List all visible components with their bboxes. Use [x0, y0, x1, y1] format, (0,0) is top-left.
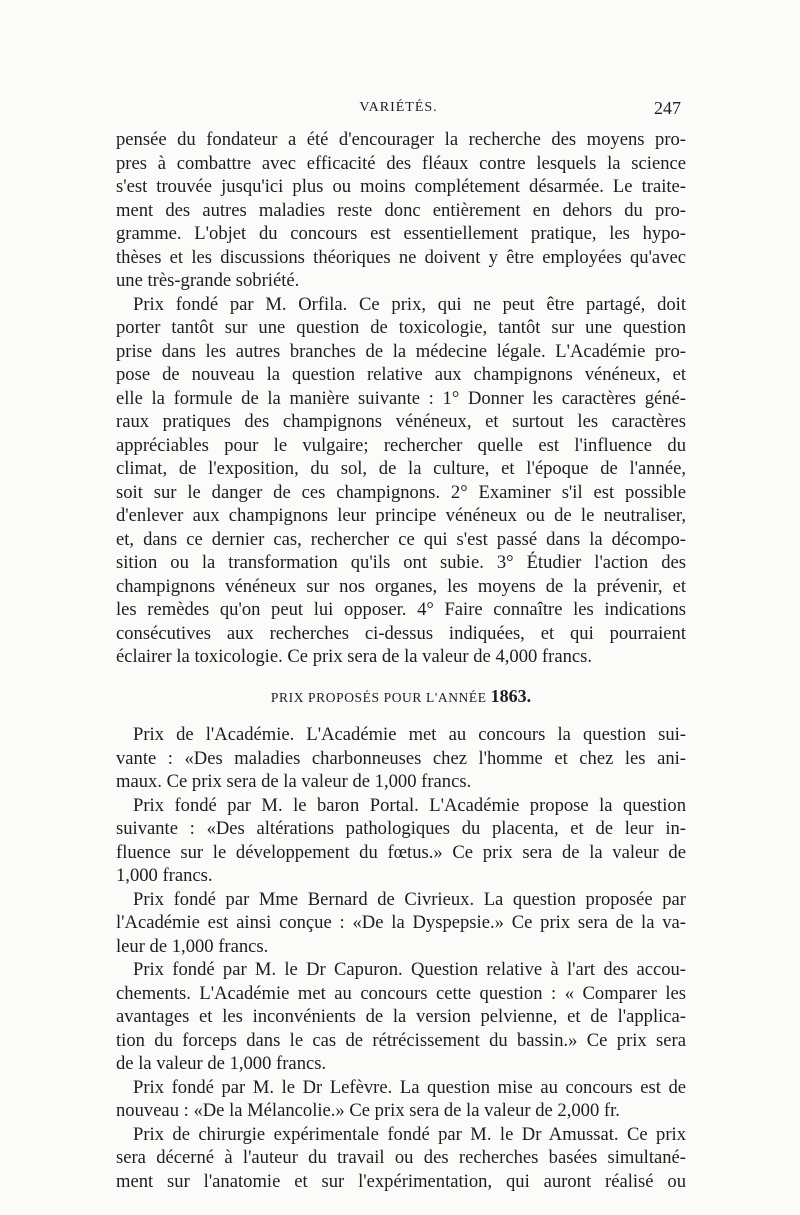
text-line: sition ou la transformation qu'ils ont subie. 3° Étudier l'action des: [116, 552, 686, 573]
text-line: Prix fondé par M. le Dr Capuron. Question relative à l'art des accou-: [133, 959, 686, 980]
text-line: pensée du fondateur a été d'encourager la recherche des moyens pro-: [116, 129, 686, 150]
text-line: maux. Ce prix sera de la valeur de 1,000 francs.: [116, 771, 472, 792]
text-line: d'enlever aux champignons leur principe vénéneux ou de le neutraliser,: [116, 505, 686, 526]
section-heading-prefix: PRIX PROPOSÉS POUR L'ANNÉE: [270, 689, 487, 705]
text-line: leur de 1,000 francs.: [116, 935, 269, 957]
text-line: porter tantôt sur une question de toxicologie, tantôt sur une question: [116, 317, 686, 338]
text-line: Prix fondé par M. le Dr Lefèvre. La question mise au concours est de: [133, 1076, 686, 1098]
text-line: tion du forceps dans le cas de rétrécissement du bassin.» Ce prix sera: [116, 1029, 686, 1051]
text-line: s'est trouvée jusqu'ici plus ou moins complétement désarmée. Le traite-: [116, 176, 686, 197]
text-line: consécutives aux recherches ci-dessus indiquées, et qui pourraient: [116, 622, 686, 644]
body-text: [116, 128, 686, 1193]
section-heading: [116, 685, 686, 710]
page-number: 247: [654, 98, 681, 118]
text-line: et, dans ce dernier cas, rechercher ce qui s'est passé dans la décompo-: [116, 528, 686, 550]
text-line: les remèdes qu'on peut lui opposer. 4° Faire connaître les indications: [116, 599, 686, 620]
text-line: suivante : «Des altérations pathologiques du placenta, et de leur in-: [116, 818, 686, 839]
text-line: éclairer la toxicologie. Ce prix sera de la valeur de 4,000 francs.: [116, 646, 593, 667]
text-line: pres à combattre avec efficacité des fléaux contre lesquels la science: [116, 152, 686, 174]
text-line: thèses et les discussions théoriques ne doivent y être employées qu'avec: [116, 246, 686, 268]
text-line: raux pratiques des champignons vénéneux, et surtout les caractères: [116, 411, 686, 432]
section-heading-year: 1863.: [490, 685, 532, 706]
text-line: sera décerné à l'auteur du travail ou des recherches basées simultané-: [116, 1147, 686, 1168]
text-line: vante : «Des maladies charbonneuses chez l'homme et chez les ani-: [116, 747, 686, 769]
text-line: avantages et les inconvénients de la version pelvienne, et de l'applica-: [116, 1006, 686, 1027]
text-line: Prix de l'Académie. L'Académie met au concours la question sui-: [133, 724, 686, 745]
text-line: ment des autres maladies reste donc entièrement en dehors du pro-: [116, 199, 686, 221]
text-line: fluence sur le développement du fœtus.» Ce prix sera de la valeur de: [116, 841, 686, 863]
text-line: Prix fondé par M. le baron Portal. L'Académie propose la question: [133, 794, 686, 816]
text-line: gramme. L'objet du concours est essentiellement pratique, les hypo-: [116, 223, 686, 244]
text-line: soit sur le danger de ces champignons. 2° Examiner s'il est possible: [116, 481, 686, 503]
text-line: 1,000 francs.: [116, 865, 213, 886]
page-header: [116, 100, 681, 124]
text-line: ment sur l'anatomie et sur l'expérimentation, qui auront réalisé ou: [116, 1170, 686, 1192]
text-line: Prix de chirurgie expérimentale fondé par M. le Dr Amussat. Ce prix: [133, 1123, 686, 1145]
text-line: l'Académie est ainsi conçue : «De la Dyspepsie.» Ce prix sera de la va-: [116, 912, 686, 933]
text-line: de la valeur de 1,000 francs.: [116, 1053, 327, 1074]
text-line: nouveau : «De la Mélancolie.» Ce prix sera de la valeur de 2,000 fr.: [116, 1100, 620, 1121]
text-line: appréciables pour le vulgaire; rechercher quelle est l'influence du: [116, 434, 686, 456]
text-line: Prix fondé par Mme Bernard de Civrieux. La question proposée par: [133, 888, 686, 910]
text-line: climat, de l'exposition, du sol, de la culture, et l'époque de l'année,: [116, 458, 686, 479]
text-line: une très-grande sobriété.: [116, 270, 300, 291]
text-line: Prix fondé par M. Orfila. Ce prix, qui ne peut être partagé, doit: [133, 293, 686, 315]
text-line: champignons vénéneux sur nos organes, les moyens de la prévenir, et: [116, 575, 686, 597]
running-title: VARIÉTÉS.: [359, 100, 438, 115]
text-line: chements. L'Académie met au concours cette question : « Comparer les: [116, 982, 686, 1004]
text-line: prise dans les autres branches de la médecine légale. L'Académie pro-: [116, 340, 686, 362]
text-line: elle la formule de la manière suivante : 1° Donner les caractères géné-: [116, 387, 686, 409]
text-line: pose de nouveau la question relative aux champignons vénéneux, et: [116, 364, 686, 385]
